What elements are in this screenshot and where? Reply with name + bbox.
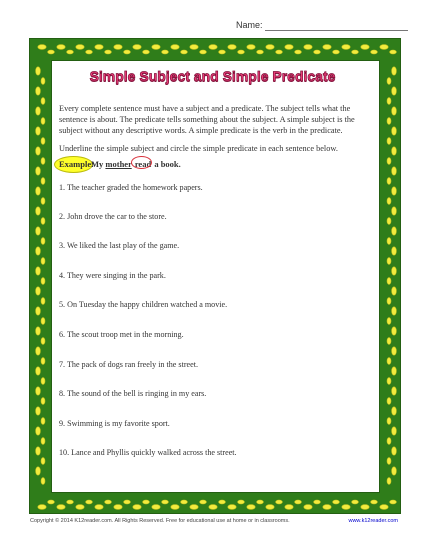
copyright-text: Copyright © 2014 K12reader.com. All Rights Reserved. Free for educational use at home or in classrooms. xyxy=(30,518,290,524)
border-dot xyxy=(36,427,41,435)
example-suffix: a book. xyxy=(152,159,181,169)
border-dot xyxy=(36,247,41,255)
border-dot xyxy=(392,347,397,355)
border-dot xyxy=(152,505,160,510)
instruction-text: Underline the simple subject and circle the simple predicate in each sentence below. xyxy=(59,144,338,153)
border-dot xyxy=(152,45,160,50)
border-dot xyxy=(238,500,245,504)
border-dot xyxy=(392,287,397,295)
example-predicate: read xyxy=(134,159,152,169)
border-dot xyxy=(387,158,391,165)
border-dot xyxy=(133,505,141,510)
border-dot xyxy=(67,500,74,504)
border-dot xyxy=(124,500,131,504)
border-dot xyxy=(352,50,359,54)
border-dot xyxy=(86,50,93,54)
border-dot xyxy=(36,267,41,275)
border-dot xyxy=(333,500,340,504)
border-dot xyxy=(387,438,391,445)
border-dot xyxy=(190,505,198,510)
border-dot xyxy=(257,50,264,54)
border-dot xyxy=(392,127,397,135)
border-dot xyxy=(361,45,369,50)
border-dot xyxy=(392,307,397,315)
border-dot xyxy=(392,427,397,435)
border-dot xyxy=(36,347,41,355)
border-dot xyxy=(181,50,188,54)
border-dot xyxy=(41,238,45,245)
border-dot xyxy=(162,500,169,504)
border-dot xyxy=(95,505,103,510)
border-dot xyxy=(304,45,312,50)
border-dot xyxy=(181,500,188,504)
sentence-item: 9. Swimming is my favorite sport. xyxy=(59,419,170,428)
border-dot xyxy=(392,327,397,335)
border-dot xyxy=(41,358,45,365)
border-dot xyxy=(238,50,245,54)
border-dot xyxy=(36,387,41,395)
border-dot xyxy=(266,45,274,50)
sentence-item: 4. They were singing in the park. xyxy=(59,271,166,280)
border-dot xyxy=(36,127,41,135)
border-dot xyxy=(200,50,207,54)
border-dot xyxy=(387,338,391,345)
border-dot xyxy=(247,505,255,510)
border-dot xyxy=(387,318,391,325)
border-dot xyxy=(48,50,55,54)
border-dot xyxy=(392,387,397,395)
border-dot xyxy=(41,378,45,385)
border-dot xyxy=(209,45,217,50)
border-dot xyxy=(387,98,391,105)
name-row xyxy=(228,18,408,34)
border-dot xyxy=(314,500,321,504)
border-dot xyxy=(387,478,391,485)
border-dot xyxy=(76,505,84,510)
sentence-item: 3. We liked the last play of the game. xyxy=(59,241,180,250)
border-dot xyxy=(371,50,378,54)
border-dot xyxy=(41,478,45,485)
border-dot xyxy=(41,158,45,165)
border-dot xyxy=(387,198,391,205)
example-label: Example: xyxy=(59,159,94,169)
border-dot xyxy=(143,500,150,504)
border-dot xyxy=(57,45,65,50)
border-dot xyxy=(48,500,55,504)
border-dot xyxy=(41,218,45,225)
border-dot xyxy=(36,367,41,375)
border-dot xyxy=(387,458,391,465)
border-dot xyxy=(36,87,41,95)
border-dot xyxy=(36,447,41,455)
border-dot xyxy=(387,278,391,285)
border-dot xyxy=(361,505,369,510)
border-dot xyxy=(295,500,302,504)
border-dot xyxy=(57,505,65,510)
border-dot xyxy=(171,45,179,50)
border-dot xyxy=(333,50,340,54)
border-dot xyxy=(285,45,293,50)
border-dot xyxy=(392,147,397,155)
border-dot xyxy=(380,505,388,510)
border-dot xyxy=(133,45,141,50)
border-dot xyxy=(76,45,84,50)
border-dot xyxy=(228,45,236,50)
border-dot xyxy=(392,187,397,195)
example-sentence xyxy=(91,159,181,169)
border-dot xyxy=(124,50,131,54)
border-dot xyxy=(392,407,397,415)
border-dot xyxy=(371,500,378,504)
border-dot xyxy=(38,45,46,50)
border-dot xyxy=(387,238,391,245)
border-dot xyxy=(36,187,41,195)
sentence-item: 1. The teacher graded the homework papers. xyxy=(59,183,203,192)
border-dot xyxy=(36,467,41,475)
border-dot xyxy=(219,50,226,54)
border-dot xyxy=(387,418,391,425)
name-line[interactable] xyxy=(265,30,408,31)
border-dot xyxy=(41,258,45,265)
border-dot xyxy=(380,45,388,50)
border-dot xyxy=(392,467,397,475)
border-dot xyxy=(387,138,391,145)
border-dot xyxy=(36,307,41,315)
border-dot xyxy=(314,50,321,54)
border-dot xyxy=(95,45,103,50)
border-dot xyxy=(247,45,255,50)
name-label: Name: xyxy=(236,20,263,30)
border-dot xyxy=(387,398,391,405)
border-dot xyxy=(285,505,293,510)
border-dot xyxy=(41,318,45,325)
border-dot xyxy=(342,505,350,510)
border-dot xyxy=(86,500,93,504)
border-dot xyxy=(392,447,397,455)
border-dot xyxy=(295,50,302,54)
border-dot xyxy=(36,107,41,115)
border-dot xyxy=(392,367,397,375)
border-dot xyxy=(36,207,41,215)
border-dot xyxy=(219,500,226,504)
border-dot xyxy=(171,505,179,510)
border-dot xyxy=(352,500,359,504)
border-dot xyxy=(41,198,45,205)
border-dot xyxy=(387,178,391,185)
border-dot xyxy=(342,45,350,50)
border-dot xyxy=(105,50,112,54)
border-dot xyxy=(36,147,41,155)
border-dot xyxy=(392,227,397,235)
border-dot xyxy=(41,178,45,185)
intro-paragraph: Every complete sentence must have a subject and a predicate. The subject tells what the sentence is about. The predicate tells something about the subject. A simple subject is the subject without any descriptive words. A simple predicate is the verb in the predicate. xyxy=(59,104,355,136)
border-dot xyxy=(276,500,283,504)
border-dot xyxy=(41,98,45,105)
border-dot xyxy=(190,45,198,50)
border-dot xyxy=(41,438,45,445)
example-prefix: My xyxy=(91,159,106,169)
sentence-item: 5. On Tuesday the happy children watched a movie. xyxy=(59,300,228,309)
border-dot xyxy=(257,500,264,504)
border-dot xyxy=(41,418,45,425)
border-dot xyxy=(390,50,397,54)
border-dot xyxy=(41,138,45,145)
border-dot xyxy=(162,50,169,54)
border-dot xyxy=(387,298,391,305)
border-dot xyxy=(304,505,312,510)
sentence-item: 2. John drove the car to the store. xyxy=(59,212,167,221)
border-dot xyxy=(266,505,274,510)
worksheet-title: Simple Subject and Simple Predicate xyxy=(89,68,336,84)
example-subject: mother xyxy=(105,159,132,169)
border-dot xyxy=(41,458,45,465)
border-dot xyxy=(392,107,397,115)
border-dot xyxy=(323,505,331,510)
border-dot xyxy=(41,118,45,125)
sentence-item: 10. Lance and Phyllis quickly walked across the street. xyxy=(59,448,237,457)
border-dot xyxy=(387,378,391,385)
border-dot xyxy=(387,218,391,225)
border-dot xyxy=(41,398,45,405)
border-dot xyxy=(392,247,397,255)
border-dot xyxy=(67,50,74,54)
border-dot xyxy=(36,167,41,175)
border-dot xyxy=(392,207,397,215)
border-dot xyxy=(392,267,397,275)
sentence-item: 7. The pack of dogs ran freely in the street. xyxy=(59,360,198,369)
border-dot xyxy=(276,50,283,54)
border-dot xyxy=(41,298,45,305)
sentence-item: 8. The sound of the bell is ringing in my ears. xyxy=(59,389,207,398)
border-dot xyxy=(387,358,391,365)
website-link[interactable]: www.k12reader.com xyxy=(348,518,398,524)
border-dot xyxy=(36,287,41,295)
border-dot xyxy=(390,500,397,504)
border-dot xyxy=(38,505,46,510)
border-dot xyxy=(143,50,150,54)
border-dot xyxy=(41,278,45,285)
border-dot xyxy=(209,505,217,510)
border-dot xyxy=(105,500,112,504)
border-dot xyxy=(200,500,207,504)
border-dot xyxy=(387,118,391,125)
example-sentence-row xyxy=(56,155,206,173)
border-dot xyxy=(41,338,45,345)
border-dot xyxy=(392,167,397,175)
border-dot xyxy=(323,45,331,50)
border-dot xyxy=(114,45,122,50)
border-dot xyxy=(387,258,391,265)
border-dot xyxy=(36,327,41,335)
border-dot xyxy=(228,505,236,510)
border-dot xyxy=(36,227,41,235)
border-dot xyxy=(114,505,122,510)
sentence-item: 6. The scout troop met in the morning. xyxy=(59,330,184,339)
border-dot xyxy=(36,407,41,415)
border-dot xyxy=(392,87,397,95)
